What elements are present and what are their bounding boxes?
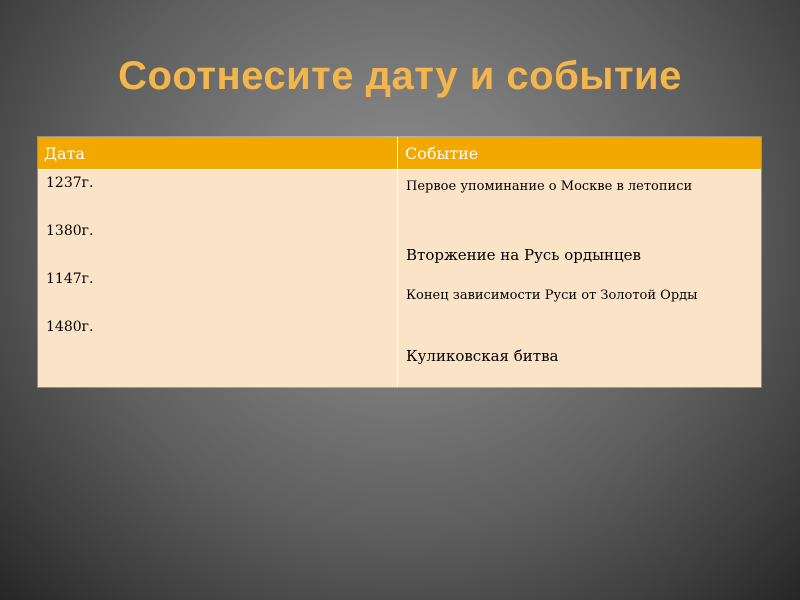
- date-item: 1480г.: [46, 319, 94, 335]
- event-item: Куликовская битва: [406, 347, 559, 365]
- column-divider: [397, 137, 398, 387]
- date-item: 1380г.: [46, 223, 94, 239]
- date-column-header: Дата: [44, 144, 85, 163]
- event-item: Первое упоминание о Москве в летописи: [406, 179, 693, 194]
- matching-table: [38, 137, 761, 387]
- table-header-row: [38, 137, 761, 170]
- date-column: [38, 173, 397, 365]
- date-item: 1237г.: [46, 175, 94, 191]
- slide-title: Соотнесите дату и событие: [118, 54, 682, 98]
- event-item: Конец зависимости Руси от Золотой Орды: [406, 288, 698, 303]
- event-column: [406, 177, 751, 366]
- event-column-header: Событие: [405, 144, 479, 163]
- event-item: Вторжение на Русь ордынцев: [406, 246, 642, 264]
- date-item: 1147г.: [46, 271, 94, 287]
